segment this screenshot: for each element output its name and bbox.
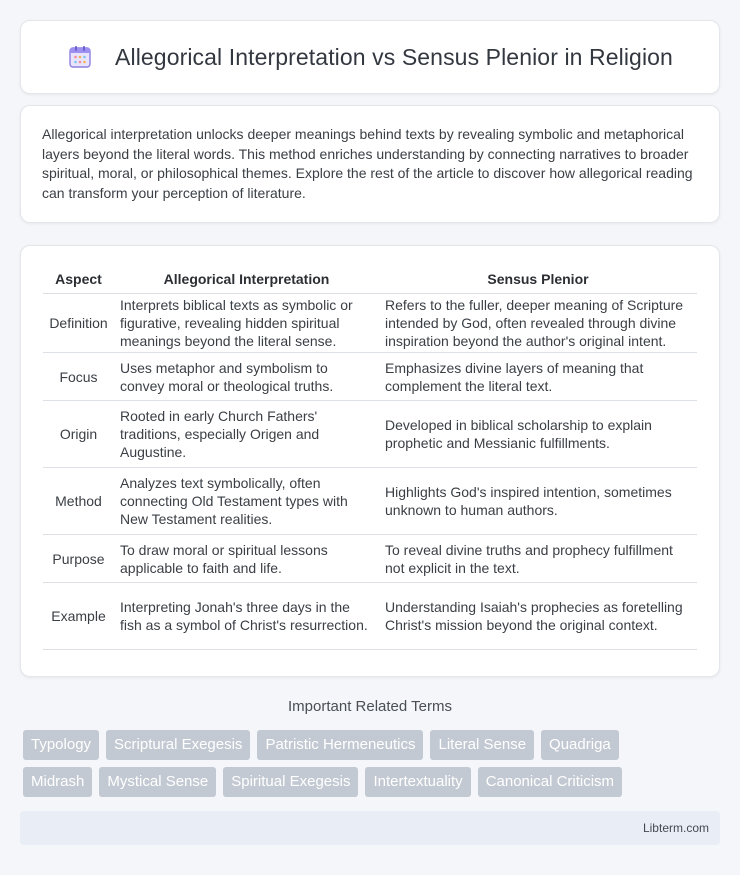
allegorical-cell: Analyzes text symbolically, often connecting Old Testament types with New Testament realities. — [114, 468, 379, 535]
aspect-cell: Definition — [43, 294, 114, 353]
tag-literal-sense[interactable]: Literal Sense — [430, 730, 534, 760]
allegorical-cell: Interpreting Jonah's three days in the fish as a symbol of Christ's resurrection. — [114, 583, 379, 650]
sensus-cell: Refers to the fuller, deeper meaning of Scripture intended by God, often revealed through divine inspiration beyond the author's original intent. — [379, 294, 697, 353]
table-row — [43, 468, 697, 535]
related-terms-list — [23, 730, 723, 804]
header-sensus-plenior: Sensus Plenior — [379, 266, 697, 294]
allegorical-cell: Rooted in early Church Fathers' traditions, especially Origen and Augustine. — [114, 401, 379, 468]
tag-row — [23, 767, 723, 797]
title-card — [20, 20, 720, 94]
intro-card — [20, 105, 720, 223]
table-row — [43, 353, 697, 401]
footer-bar — [20, 811, 720, 845]
tag-mystical-sense[interactable]: Mystical Sense — [99, 767, 216, 797]
sensus-cell: Developed in biblical scholarship to explain prophetic and Messianic fulfillments. — [379, 401, 697, 468]
header-allegorical: Allegorical Interpretation — [114, 266, 379, 294]
header-aspect: Aspect — [43, 266, 114, 294]
tag-typology[interactable]: Typology — [23, 730, 99, 760]
table-row — [43, 294, 697, 353]
tag-canonical-criticism[interactable]: Canonical Criticism — [478, 767, 622, 797]
sensus-cell: To reveal divine truths and prophecy fulfillment not explicit in the text. — [379, 535, 697, 583]
tag-row — [23, 730, 723, 760]
sensus-cell: Highlights God's inspired intention, sometimes unknown to human authors. — [379, 468, 697, 535]
allegorical-cell: Uses metaphor and symbolism to convey moral or theological truths. — [114, 353, 379, 401]
sensus-cell: Understanding Isaiah's prophecies as foretelling Christ's mission beyond the original context. — [379, 583, 697, 650]
aspect-cell: Method — [43, 468, 114, 535]
allegorical-cell: To draw moral or spiritual lessons applicable to faith and life. — [114, 535, 379, 583]
sensus-cell: Emphasizes divine layers of meaning that complement the literal text. — [379, 353, 697, 401]
tag-patristic-hermeneutics[interactable]: Patristic Hermeneutics — [257, 730, 423, 760]
comparison-table-card — [20, 245, 720, 677]
comparison-table — [43, 266, 697, 650]
tag-intertextuality[interactable]: Intertextuality — [365, 767, 470, 797]
aspect-cell: Purpose — [43, 535, 114, 583]
tag-spiritual-exegesis[interactable]: Spiritual Exegesis — [223, 767, 358, 797]
tag-scriptural-exegesis[interactable]: Scriptural Exegesis — [106, 730, 250, 760]
related-terms-heading: Important Related Terms — [288, 698, 452, 715]
tag-quadriga[interactable]: Quadriga — [541, 730, 619, 760]
allegorical-cell: Interprets biblical texts as symbolic or figurative, revealing hidden spiritual meanings beyond the literal sense. — [114, 294, 379, 353]
aspect-cell: Origin — [43, 401, 114, 468]
table-header-row — [43, 266, 697, 294]
footer-site-link[interactable]: Libterm.com — [642, 821, 709, 835]
intro-paragraph: Allegorical interpretation unlocks deeper meanings behind texts by revealing symbolic and metaphorical layers beyond the literal words. This method enriches understanding by connecting narratives to broader spiritual, moral, or philosophical themes. Explore the rest of the article to discover how allegorical reading can transform your perception of literature. — [42, 126, 693, 201]
page-title: Allegorical Interpretation vs Sensus Plenior in Religion — [115, 43, 673, 70]
calendar-grid-icon — [67, 44, 93, 70]
table-row — [43, 583, 697, 650]
aspect-cell: Example — [43, 583, 114, 650]
tag-midrash[interactable]: Midrash — [23, 767, 92, 797]
aspect-cell: Focus — [43, 353, 114, 401]
table-row — [43, 401, 697, 468]
table-row — [43, 535, 697, 583]
